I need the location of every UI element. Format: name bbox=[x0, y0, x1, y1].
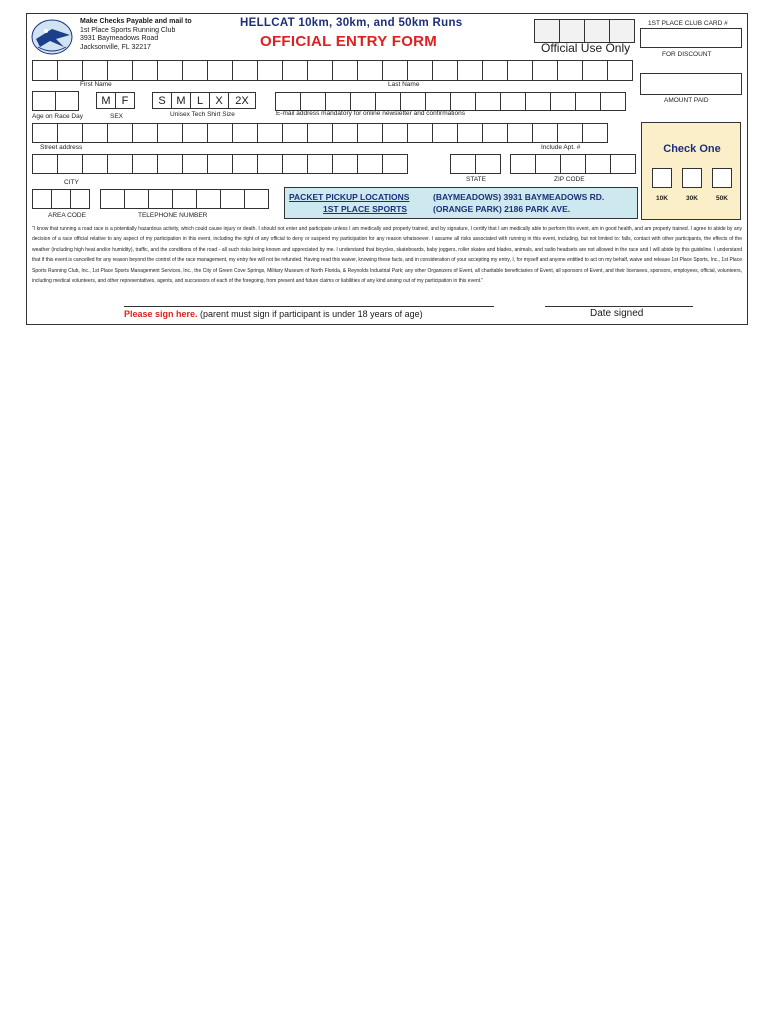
name-letter-cell[interactable] bbox=[557, 60, 583, 81]
area-code-digit-cell[interactable] bbox=[51, 189, 71, 209]
check-one-title: Check One bbox=[663, 143, 721, 155]
sex-options bbox=[96, 92, 135, 109]
parent-note: (parent must sign if participant is under 18 years of age) bbox=[197, 309, 423, 319]
shirt-size-x[interactable]: X bbox=[209, 92, 229, 109]
email-letter-cell[interactable] bbox=[525, 92, 551, 111]
street-letter-cell[interactable] bbox=[307, 123, 333, 143]
name-letter-cell[interactable] bbox=[582, 60, 608, 81]
phone-digit-cell[interactable] bbox=[124, 189, 149, 209]
street-letter-cell[interactable] bbox=[557, 123, 583, 143]
city-letter-cell[interactable] bbox=[32, 154, 58, 174]
email-letter-cell[interactable] bbox=[600, 92, 626, 111]
state-input[interactable] bbox=[450, 154, 501, 174]
please-sign-label: Please sign here. bbox=[124, 309, 198, 319]
checkbox-50k[interactable] bbox=[712, 168, 732, 188]
zip-digit-cell[interactable] bbox=[560, 154, 586, 174]
street-letter-cell[interactable] bbox=[407, 123, 433, 143]
age-cell[interactable] bbox=[55, 91, 79, 111]
name-letter-cell[interactable] bbox=[432, 60, 458, 81]
city-letter-cell[interactable] bbox=[357, 154, 383, 174]
street-letter-cell[interactable] bbox=[382, 123, 408, 143]
street-letter-cell[interactable] bbox=[482, 123, 508, 143]
city-letter-cell[interactable] bbox=[107, 154, 133, 174]
email-letter-cell[interactable] bbox=[450, 92, 476, 111]
email-letter-cell[interactable] bbox=[375, 92, 401, 111]
date-signed-label: Date signed bbox=[590, 308, 644, 319]
area-code-input[interactable] bbox=[32, 189, 90, 209]
official-use-box bbox=[584, 19, 610, 43]
name-letter-cell[interactable] bbox=[82, 60, 108, 81]
signature-instructions bbox=[124, 309, 423, 319]
mail-line-city: Jacksonville, FL 32217 bbox=[80, 43, 151, 51]
street-letter-cell[interactable] bbox=[107, 123, 133, 143]
street-letter-cell[interactable] bbox=[182, 123, 208, 143]
shirt-size-s[interactable]: S bbox=[152, 92, 172, 109]
shirt-size-m[interactable]: M bbox=[171, 92, 191, 109]
label-30k: 30K bbox=[686, 195, 698, 202]
shirt-size-2x[interactable]: 2X bbox=[228, 92, 256, 109]
street-letter-cell[interactable] bbox=[507, 123, 533, 143]
city-letter-cell[interactable] bbox=[182, 154, 208, 174]
state-cell[interactable] bbox=[450, 154, 476, 174]
state-label: STATE bbox=[466, 176, 486, 183]
zip-digit-cell[interactable] bbox=[535, 154, 561, 174]
name-letter-cell[interactable] bbox=[207, 60, 233, 81]
street-letter-cell[interactable] bbox=[282, 123, 308, 143]
signature-line[interactable] bbox=[124, 306, 494, 307]
hellcat-logo bbox=[30, 17, 74, 57]
name-letter-cell[interactable] bbox=[457, 60, 483, 81]
street-letter-cell[interactable] bbox=[332, 123, 358, 143]
name-letter-cell[interactable] bbox=[132, 60, 158, 81]
city-letter-cell[interactable] bbox=[57, 154, 83, 174]
mail-heading: Make Checks Payable and mail to bbox=[80, 18, 192, 25]
street-letter-cell[interactable] bbox=[57, 123, 83, 143]
street-label: Street address bbox=[40, 144, 83, 151]
official-use-label: Official Use Only bbox=[541, 41, 631, 55]
checkbox-10k[interactable] bbox=[652, 168, 672, 188]
age-input[interactable] bbox=[32, 91, 79, 111]
name-letter-cell[interactable] bbox=[257, 60, 283, 81]
email-input-row[interactable] bbox=[275, 92, 626, 111]
email-letter-cell[interactable] bbox=[400, 92, 426, 111]
phone-digit-cell[interactable] bbox=[148, 189, 173, 209]
phone-digit-cell[interactable] bbox=[220, 189, 245, 209]
liability-waiver: "I know that running a road race is a potentially hazardous activity, which could cause injury or death. I should not enter and participate unless I am medically and properly trained, and by signature, I certify that I am medically able to perform this event, am in good health, and am properly trained. I agree to abide by any decision of a race official relative to any aspect of my participation in this event, including the right of any official to deny or suspend my participation for any reason whatsoever. I assume all risks associated with running in this event, including, but not limited to: falls, contact with other participants, the effects of the weather (including high heat and/or humidity), traffic, and the conditions of the road - all such risks being known and appreciated by me. I understand that bicycles, skateboards, baby joggers, roller skates and blades, animals, and radio headsets are not allowed in the race and I will abide by this guideline. I understand that if this event is cancelled for any reason beyond the control of the race management, my entry fee will not be refunded. Having read this waiver, knowing these facts, and in consideration of your accepting my entry, I, for myself and anyone entitled to act on my behalf, waive and release 1st Place Sports, Inc., 1st Place Sports Running Club, Inc., 1st Place Sports Management Services, Inc., the City of Green Cove Springs, Military Museum of North Florida, & Reynolds Industrial Park; any other Organizers of Event, all charitable beneficiaries of Event, all sponsors of Event, and their licensees, sponsors, employees, official, volunteers, including medical volunteers, and other representatives, agents, and successors of each of the foregoing, from present and future claims or liabilities of any kind arising out of my participation in this event." bbox=[32, 226, 742, 285]
name-letter-cell[interactable] bbox=[57, 60, 83, 81]
name-letter-cell[interactable] bbox=[107, 60, 133, 81]
shirt-size-label: Unisex Tech Shirt Size bbox=[170, 111, 235, 118]
discount-label: FOR DISCOUNT bbox=[662, 51, 712, 58]
email-letter-cell[interactable] bbox=[575, 92, 601, 111]
email-letter-cell[interactable] bbox=[425, 92, 451, 111]
street-letter-cell[interactable] bbox=[132, 123, 158, 143]
sex-label: SEX bbox=[110, 113, 124, 120]
club-card-label: 1ST PLACE CLUB CARD # bbox=[648, 20, 728, 27]
club-card-input[interactable] bbox=[640, 28, 742, 48]
city-letter-cell[interactable] bbox=[132, 154, 158, 174]
amount-paid-label: AMOUNT PAID bbox=[664, 97, 709, 104]
label-50k: 50K bbox=[716, 195, 728, 202]
city-letter-cell[interactable] bbox=[282, 154, 308, 174]
city-letter-cell[interactable] bbox=[382, 154, 408, 174]
street-letter-cell[interactable] bbox=[532, 123, 558, 143]
name-letter-cell[interactable] bbox=[482, 60, 508, 81]
checkbox-30k[interactable] bbox=[682, 168, 702, 188]
street-letter-cell[interactable] bbox=[457, 123, 483, 143]
zip-digit-cell[interactable] bbox=[510, 154, 536, 174]
email-letter-cell[interactable] bbox=[325, 92, 351, 111]
zip-input-row[interactable] bbox=[510, 154, 636, 174]
official-use-box bbox=[559, 19, 585, 43]
street-letter-cell[interactable] bbox=[232, 123, 258, 143]
official-use-box bbox=[609, 19, 635, 43]
email-letter-cell[interactable] bbox=[475, 92, 501, 111]
city-input-row[interactable] bbox=[32, 154, 408, 174]
age-cell[interactable] bbox=[32, 91, 56, 111]
street-letter-cell[interactable] bbox=[432, 123, 458, 143]
street-letter-cell[interactable] bbox=[582, 123, 608, 143]
phone-digit-cell[interactable] bbox=[244, 189, 269, 209]
area-code-label: AREA CODE bbox=[48, 212, 86, 219]
city-letter-cell[interactable] bbox=[82, 154, 108, 174]
official-use-box bbox=[534, 19, 560, 43]
city-letter-cell[interactable] bbox=[232, 154, 258, 174]
name-letter-cell[interactable] bbox=[607, 60, 633, 81]
telephone-label: TELEPHONE NUMBER bbox=[138, 212, 208, 219]
area-code-digit-cell[interactable] bbox=[70, 189, 90, 209]
name-letter-cell[interactable] bbox=[332, 60, 358, 81]
street-letter-cell[interactable] bbox=[32, 123, 58, 143]
mail-line-club: 1st Place Sports Running Club bbox=[80, 26, 176, 34]
email-label: E-mail address mandatory for online newsletter and confirmations bbox=[276, 110, 465, 117]
area-code-digit-cell[interactable] bbox=[32, 189, 52, 209]
last-name-label: Last Name bbox=[388, 81, 420, 88]
telephone-input[interactable] bbox=[100, 189, 269, 209]
city-letter-cell[interactable] bbox=[257, 154, 283, 174]
name-letter-cell[interactable] bbox=[407, 60, 433, 81]
first-name-label: First Name bbox=[80, 81, 112, 88]
packet-pickup-label: PACKET PICKUP LOCATIONS bbox=[289, 192, 410, 202]
label-10k: 10K bbox=[656, 195, 668, 202]
distance-select-panel bbox=[641, 122, 741, 220]
zip-label: ZIP CODE bbox=[554, 176, 585, 183]
name-input-row[interactable] bbox=[32, 60, 633, 81]
form-title: OFFICIAL ENTRY FORM bbox=[260, 33, 438, 50]
pickup-location-baymeadows: (BAYMEADOWS) 3931 BAYMEADOWS RD. bbox=[433, 192, 605, 202]
shirt-size-l[interactable]: L bbox=[190, 92, 210, 109]
city-label: CITY bbox=[64, 179, 79, 186]
phone-digit-cell[interactable] bbox=[196, 189, 221, 209]
email-letter-cell[interactable] bbox=[550, 92, 576, 111]
race-title: HELLCAT 10km, 30km, and 50km Runs bbox=[240, 17, 463, 29]
official-use-boxes bbox=[534, 19, 635, 43]
city-letter-cell[interactable] bbox=[332, 154, 358, 174]
name-letter-cell[interactable] bbox=[532, 60, 558, 81]
store-name-label: 1ST PLACE SPORTS bbox=[323, 204, 408, 214]
name-letter-cell[interactable] bbox=[232, 60, 258, 81]
street-letter-cell[interactable] bbox=[157, 123, 183, 143]
zip-digit-cell[interactable] bbox=[610, 154, 636, 174]
mailing-info bbox=[80, 18, 192, 52]
amount-paid-input[interactable] bbox=[640, 73, 742, 95]
city-letter-cell[interactable] bbox=[307, 154, 333, 174]
age-label: Age on Race Day bbox=[32, 113, 83, 120]
apt-label: Include Apt. # bbox=[541, 144, 581, 151]
email-letter-cell[interactable] bbox=[300, 92, 326, 111]
street-input-row[interactable] bbox=[32, 123, 608, 143]
street-letter-cell[interactable] bbox=[207, 123, 233, 143]
name-letter-cell[interactable] bbox=[507, 60, 533, 81]
sex-option-f[interactable]: F bbox=[115, 92, 135, 109]
name-letter-cell[interactable] bbox=[382, 60, 408, 81]
name-letter-cell[interactable] bbox=[357, 60, 383, 81]
date-line[interactable] bbox=[545, 306, 693, 307]
shirt-size-options bbox=[152, 92, 256, 109]
city-letter-cell[interactable] bbox=[157, 154, 183, 174]
sex-option-m[interactable]: M bbox=[96, 92, 116, 109]
state-cell[interactable] bbox=[475, 154, 501, 174]
name-letter-cell[interactable] bbox=[282, 60, 308, 81]
mail-line-street: 3931 Baymeadows Road bbox=[80, 35, 159, 42]
name-letter-cell[interactable] bbox=[32, 60, 58, 81]
street-letter-cell[interactable] bbox=[357, 123, 383, 143]
email-letter-cell[interactable] bbox=[500, 92, 526, 111]
name-letter-cell[interactable] bbox=[157, 60, 183, 81]
name-letter-cell[interactable] bbox=[182, 60, 208, 81]
city-letter-cell[interactable] bbox=[207, 154, 233, 174]
pickup-location-orange-park: (ORANGE PARK) 2186 PARK AVE. bbox=[433, 204, 571, 214]
packet-pickup-box bbox=[284, 187, 638, 219]
zip-digit-cell[interactable] bbox=[585, 154, 611, 174]
name-letter-cell[interactable] bbox=[307, 60, 333, 81]
street-letter-cell[interactable] bbox=[257, 123, 283, 143]
street-letter-cell[interactable] bbox=[82, 123, 108, 143]
phone-digit-cell[interactable] bbox=[172, 189, 197, 209]
phone-digit-cell[interactable] bbox=[100, 189, 125, 209]
email-letter-cell[interactable] bbox=[275, 92, 301, 111]
email-letter-cell[interactable] bbox=[350, 92, 376, 111]
